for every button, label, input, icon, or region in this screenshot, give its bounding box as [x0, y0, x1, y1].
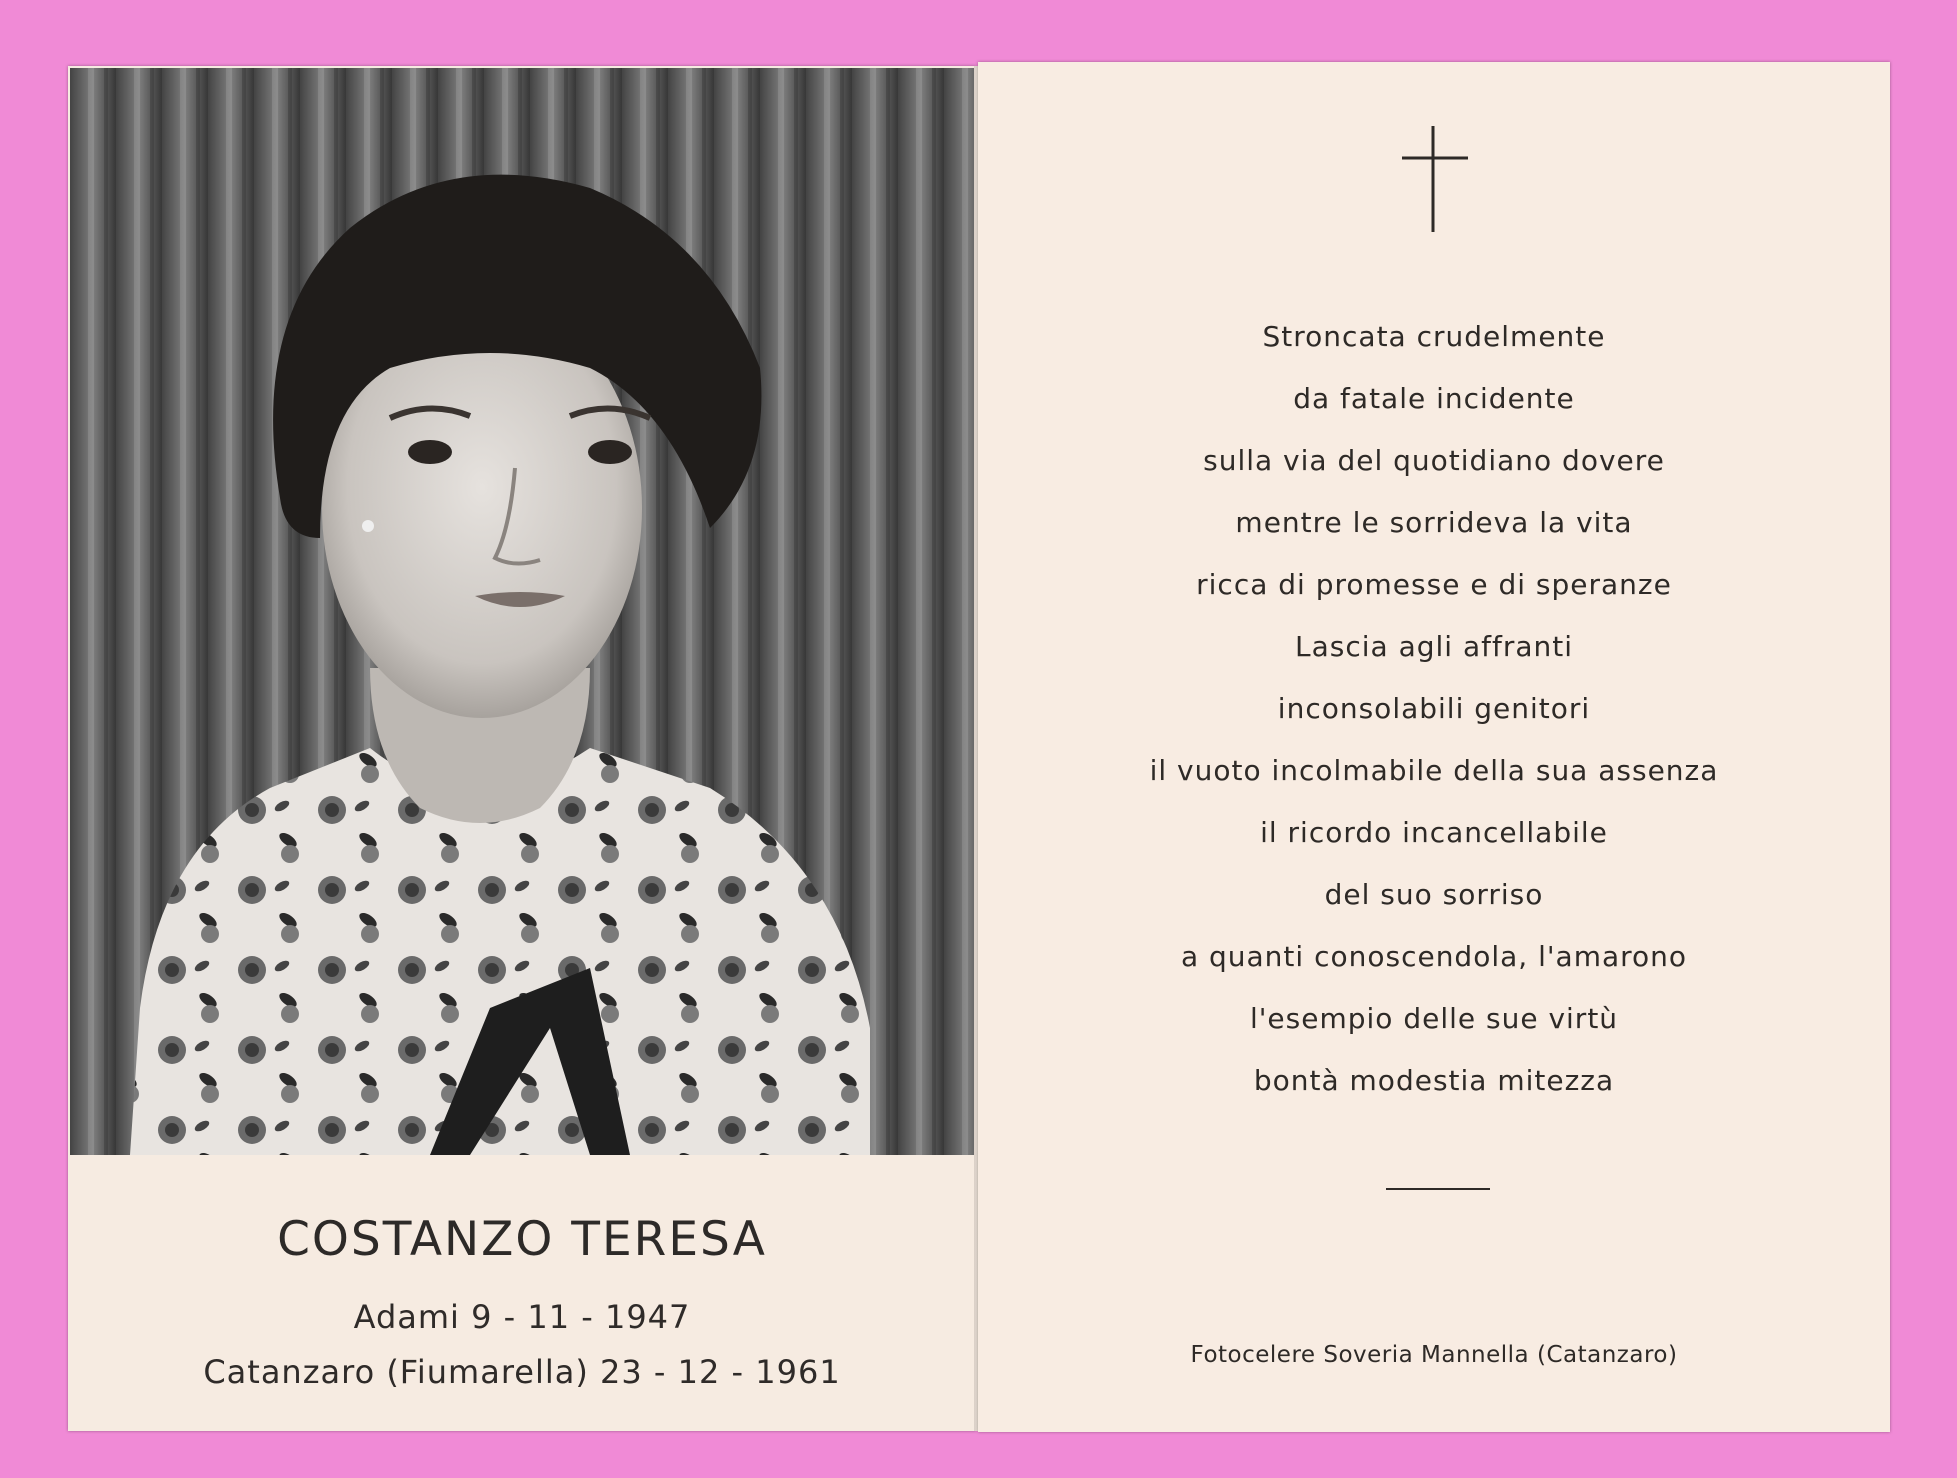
verse-line: del suo sorriso: [1324, 878, 1544, 911]
verse-line: l'esempio delle sue virtù: [1249, 1002, 1619, 1035]
memorial-card-right-panel: [978, 62, 1890, 1432]
memorial-card-left-panel: [68, 66, 976, 1431]
verse-line: inconsolabili genitori: [1277, 692, 1591, 725]
portrait-image: [70, 68, 974, 1155]
verse-line: Stroncata crudelmente: [1262, 320, 1606, 353]
verse-line: a quanti conoscendola, l'amarono: [1180, 940, 1688, 973]
verse-line: mentre le sorrideva la vita: [1235, 506, 1633, 539]
verse-line: Lascia agli affranti: [1294, 630, 1573, 663]
verse-line: il ricordo incancellabile: [1260, 816, 1608, 849]
death-date: Catanzaro (Fiumarella) 23 - 12 - 1961: [203, 1353, 841, 1391]
verse-line: il vuoto incolmabile della sua assenza: [1149, 754, 1719, 787]
verse-line: sulla via del quotidiano dovere: [1203, 444, 1665, 477]
photographer-credit: Fotocelere Soveria Mannella (Catanzaro): [1190, 1342, 1678, 1368]
verse-line: bontà modestia mitezza: [1253, 1064, 1615, 1097]
verse-line: ricca di promesse e di speranze: [1196, 568, 1672, 601]
portrait-photo: [70, 68, 974, 1155]
cross-icon: [1400, 124, 1470, 234]
divider-rule: [1386, 1188, 1490, 1190]
birth-date: Adami 9 - 11 - 1947: [353, 1298, 691, 1336]
deceased-name: COSTANZO TERESA: [277, 1212, 767, 1267]
verse-line: da fatale incidente: [1293, 382, 1575, 415]
